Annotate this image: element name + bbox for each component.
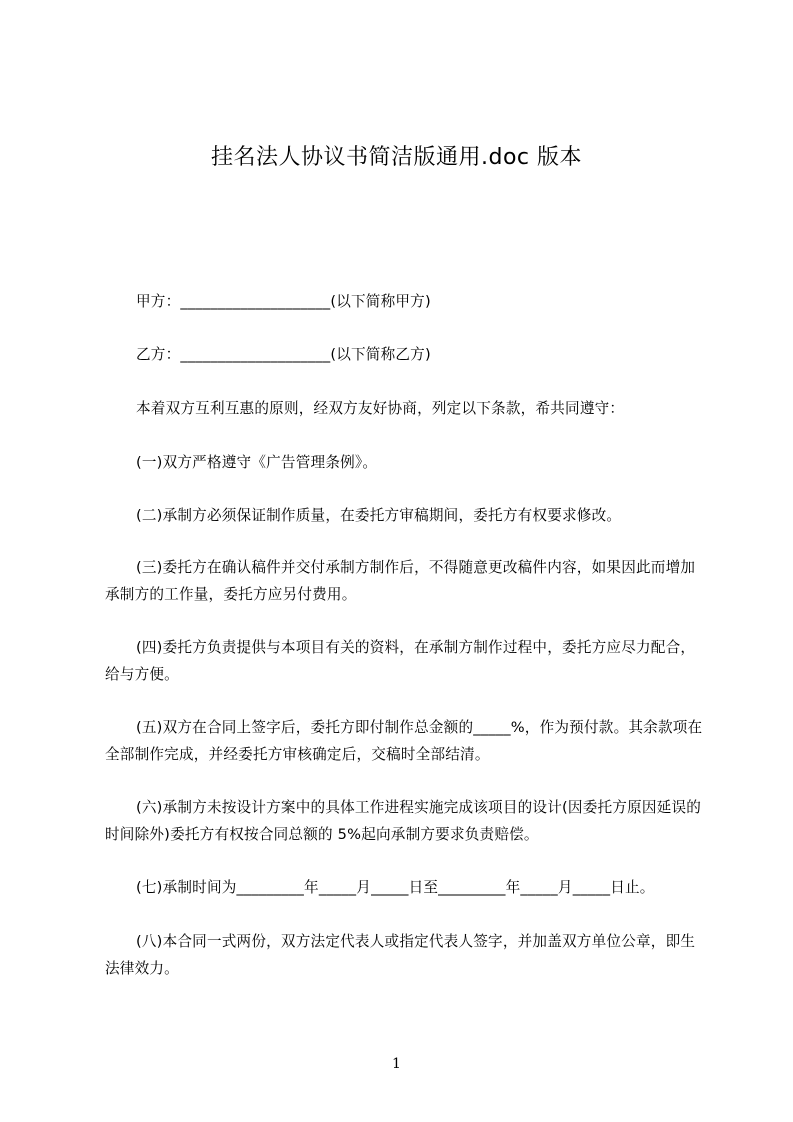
clause-4: (四)委托方负责提供与本项目有关的资料，在承制方制作过程中，委托方应尽力配合，给与方便。 xyxy=(105,639,696,683)
party-b-line: 乙方：____________________(以下简称乙方) xyxy=(136,346,431,363)
clause-8: (八)本合同一式两份，双方法定代表人或指定代表人签字，并加盖双方单位公章，即生法律效力。 xyxy=(105,933,696,977)
clause-5: (五)双方在合同上签字后，委托方即付制作总金额的_____%，作为预付款。其余款项在全部制作完成，并经委托方审核确定后，交稿时全部结清。 xyxy=(105,719,703,763)
party-a-line: 甲方：____________________(以下简称甲方) xyxy=(136,293,431,310)
clause-1: (一)双方严格遵守《广告管理条例》。 xyxy=(136,454,378,471)
document-title: 挂名法人协议书简洁版通用.doc 版本 xyxy=(210,145,582,170)
clause-6: (六)承制方未按设计方案中的具体工作进程实施完成该项目的设计(因委托方原因延误的时间除外)委托方有权按合同总额的 5%起向承制方要求负责赔偿。 xyxy=(105,799,702,843)
page-number: 1 xyxy=(392,1056,401,1072)
preamble-paragraph: 本着双方互利互惠的原则，经双方友好协商，列定以下条款，希共同遵守： xyxy=(136,400,625,417)
clause-3: (三)委托方在确认稿件并交付承制方制作后，不得随意更改稿件内容，如果因此而增加承制方的工作量，委托方应另付费用。 xyxy=(105,559,696,603)
clause-2: (二)承制方必须保证制作质量，在委托方审稿期间，委托方有权要求修改。 xyxy=(136,507,622,524)
clause-7: (七)承制时间为_________年_____月_____日至_________年_____月_____日止。 xyxy=(136,879,655,896)
